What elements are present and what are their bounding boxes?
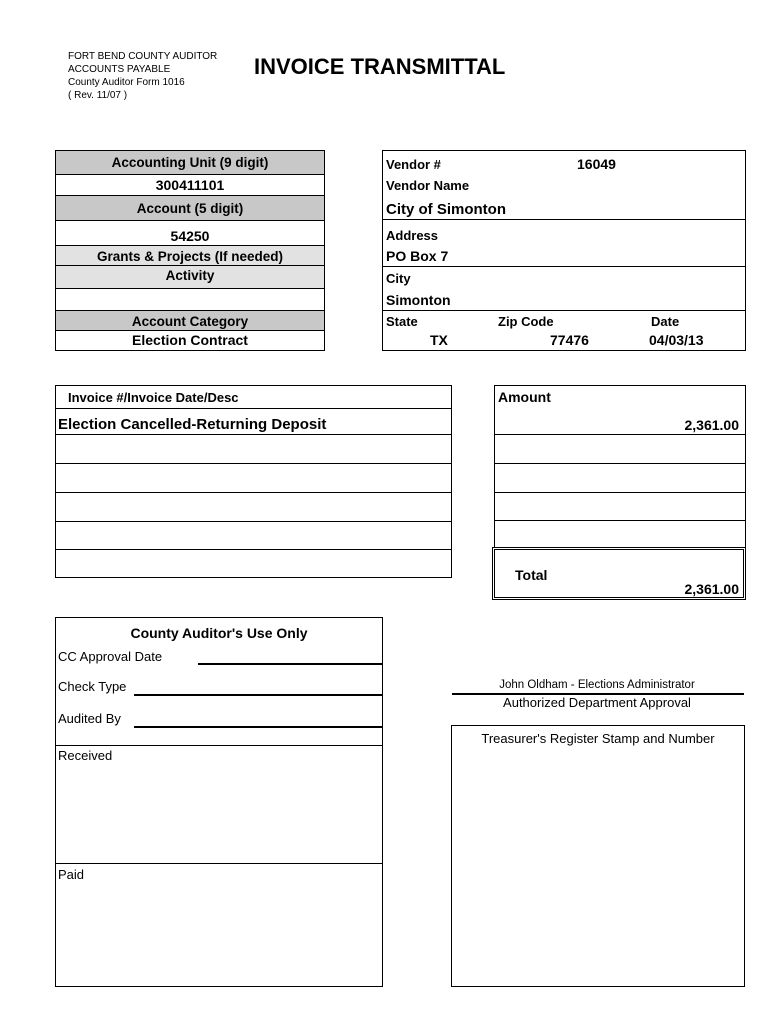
vendor-number-label: Vendor # [386, 157, 441, 172]
activity-label: Activity [56, 266, 324, 289]
form-revision: ( Rev. 11/07 ) [68, 90, 128, 101]
grants-projects-label: Grants & Projects (If needed) [56, 246, 324, 266]
amount-box [494, 385, 746, 548]
state-value: TX [430, 332, 448, 348]
state-label: State [386, 314, 418, 329]
address-value: PO Box 7 [386, 248, 449, 264]
received-label: Received [58, 748, 113, 763]
audited-by-line [134, 726, 382, 728]
treasurer-stamp-label: Treasurer's Register Stamp and Number [481, 731, 715, 746]
city-value: Simonton [386, 292, 451, 308]
account-category-value: Election Contract [56, 331, 324, 350]
zip-label: Zip Code [498, 314, 554, 329]
zip-value: 77476 [550, 332, 589, 348]
cc-approval-label: CC Approval Date [58, 649, 163, 664]
accounting-unit-value: 300411101 [56, 175, 324, 196]
check-type-line [134, 694, 382, 696]
account-category-label: Account Category [56, 311, 324, 331]
vendor-name-value: City of Simonton [386, 201, 506, 218]
invoice-desc-header: Invoice #/Invoice Date/Desc [68, 390, 239, 405]
account-value: 54250 [56, 221, 324, 246]
approval-label: Authorized Department Approval [503, 695, 691, 710]
paid-label: Paid [58, 867, 85, 882]
auditor-use-box [55, 617, 383, 987]
activity-value [56, 289, 324, 311]
amount-line-1: 2,361.00 [684, 417, 739, 433]
treasurer-stamp-box [451, 725, 745, 987]
invoice-desc-box [55, 385, 452, 578]
total-value: 2,361.00 [684, 581, 739, 597]
cc-approval-line [198, 663, 382, 665]
total-box [492, 547, 746, 600]
audited-by-label: Audited By [58, 711, 121, 726]
vendor-name-label: Vendor Name [386, 178, 470, 193]
form-number: County Auditor Form 1016 [68, 77, 185, 88]
auditor-use-title: County Auditor's Use Only [130, 625, 308, 641]
vendor-box [382, 150, 746, 351]
account-label: Account (5 digit) [56, 196, 324, 221]
accounting-box [55, 150, 325, 351]
city-label: City [386, 271, 411, 286]
accounting-unit-label: Accounting Unit (9 digit) [56, 151, 324, 175]
org-name-line2: ACCOUNTS PAYABLE [68, 64, 171, 75]
date-value: 04/03/13 [649, 332, 704, 348]
vendor-number-value: 16049 [577, 156, 616, 172]
check-type-label: Check Type [58, 679, 127, 694]
address-label: Address [386, 228, 439, 243]
org-name-line1: FORT BEND COUNTY AUDITOR [68, 51, 218, 62]
approval-signer: John Oldham - Elections Administrator [499, 679, 695, 691]
invoice-desc-line-1: Election Cancelled-Returning Deposit [58, 416, 327, 433]
amount-header: Amount [498, 389, 551, 405]
date-label: Date [651, 314, 680, 329]
total-label: Total [515, 567, 548, 583]
page-title: INVOICE TRANSMITTAL [254, 54, 506, 79]
